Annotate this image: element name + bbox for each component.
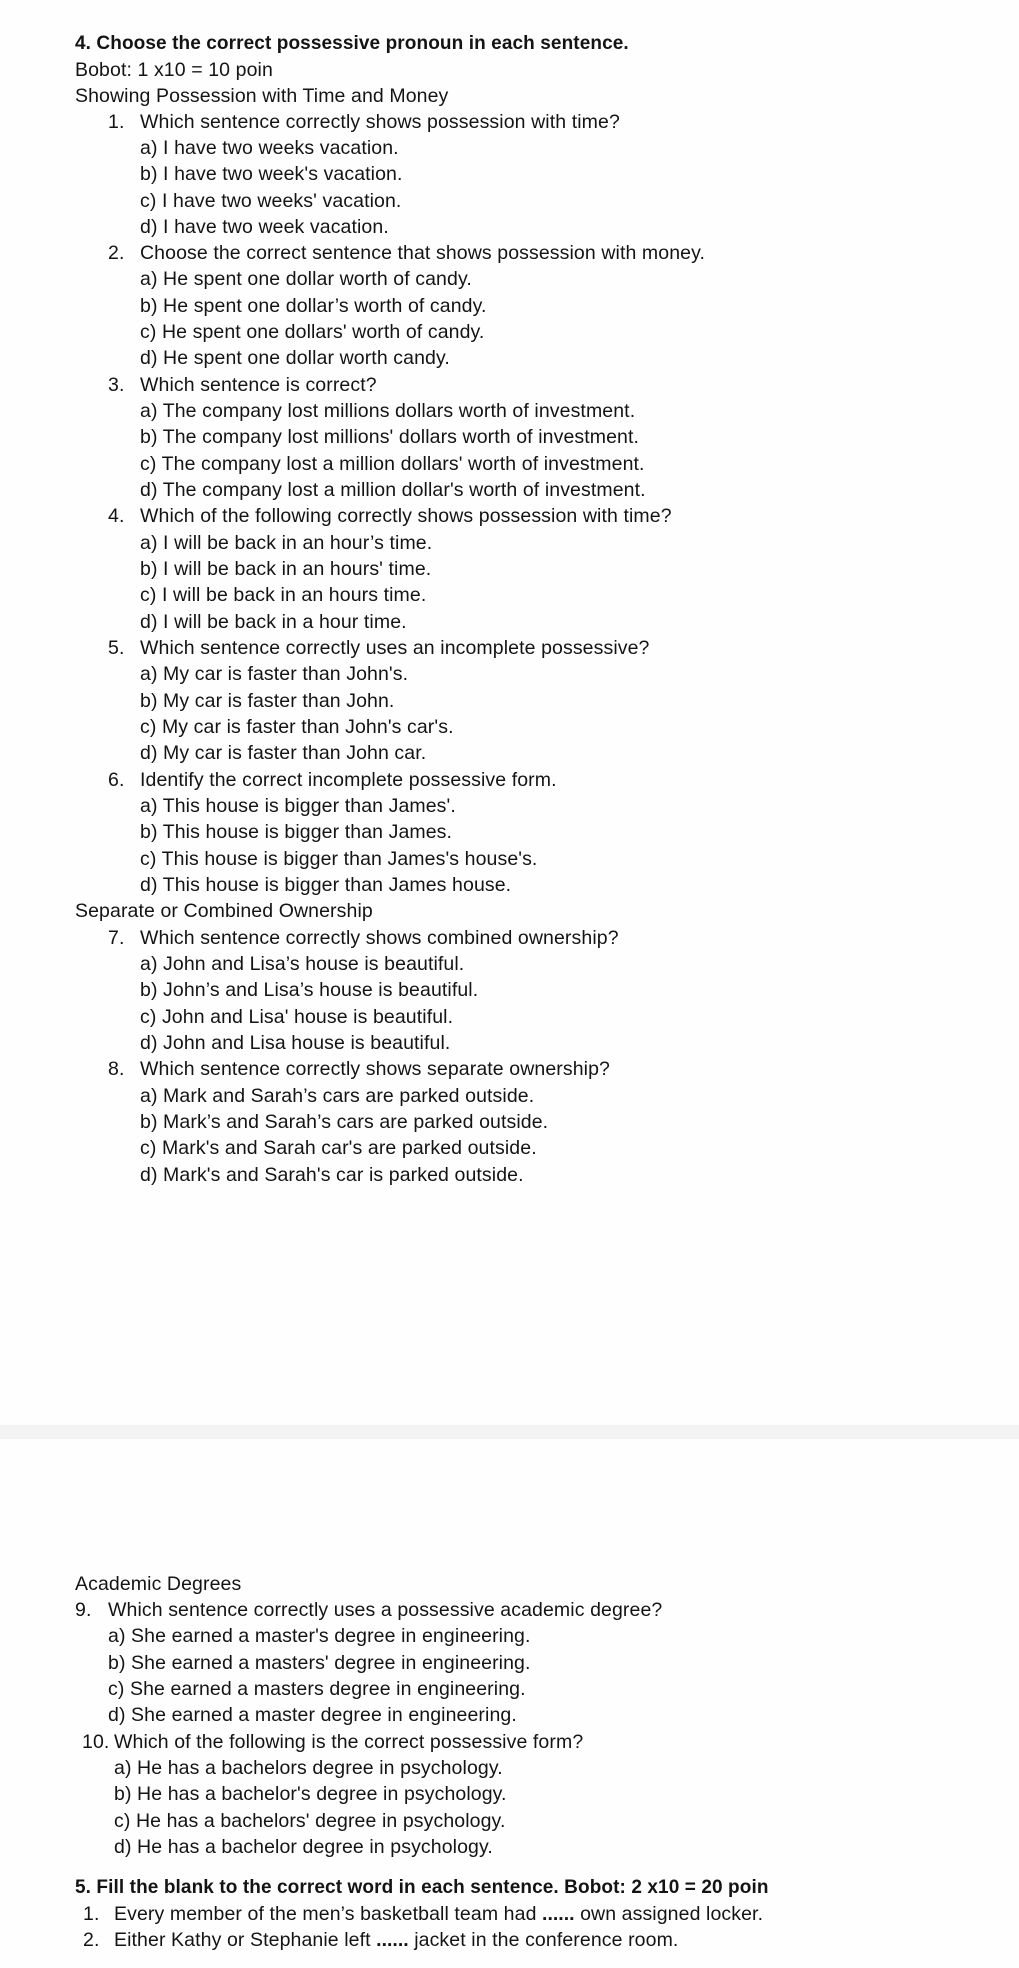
question — [108, 635, 650, 661]
group-title: Showing Possession with Time and Money — [75, 85, 449, 107]
question-text: Which sentence correctly uses a possessive academic degree? — [108, 1599, 663, 1621]
option: d) Mark's and Sarah's car is parked outside. — [140, 1164, 524, 1186]
question — [75, 1597, 662, 1623]
item-text-before: Either Kathy or Stephanie left — [114, 1929, 377, 1951]
option: a) I will be back in an hour’s time. — [140, 532, 433, 554]
option: d) I will be back in a hour time. — [140, 611, 407, 633]
group-title: Academic Degrees — [75, 1573, 242, 1595]
option: c) The company lost a million dollars' worth of investment. — [140, 453, 645, 475]
option: b) He has a bachelor's degree in psychology. — [114, 1783, 507, 1805]
blank-placeholder: ...... — [376, 1929, 409, 1951]
option: d) John and Lisa house is beautiful. — [140, 1032, 451, 1054]
section-4-heading — [75, 31, 629, 57]
question — [108, 1056, 610, 1082]
option: a) The company lost millions dollars worth of investment. — [140, 400, 636, 422]
question-number: 2. — [108, 242, 125, 264]
question-number: 5. — [108, 637, 125, 659]
section-title: . Choose the correct possessive pronoun in each sentence. — [85, 33, 629, 54]
option: a) This house is bigger than James'. — [140, 795, 456, 817]
blank-placeholder: ...... — [542, 1903, 575, 1925]
option: d) This house is bigger than James house. — [140, 874, 512, 896]
option: c) This house is bigger than James's house's. — [140, 848, 538, 870]
question-text: Which of the following correctly shows possession with time? — [140, 505, 672, 527]
option: d) She earned a master degree in engineering. — [108, 1704, 517, 1726]
option: b) I have two week's vacation. — [140, 163, 403, 185]
question-text: Which sentence correctly shows possession with time? — [140, 111, 620, 133]
group-title: Separate or Combined Ownership — [75, 900, 373, 922]
fill-blank-item — [83, 1901, 763, 1927]
option: a) John and Lisa’s house is beautiful. — [140, 953, 465, 975]
option: b) I will be back in an hours' time. — [140, 558, 432, 580]
option: c) My car is faster than John's car's. — [140, 716, 454, 738]
option: b) She earned a masters' degree in engineering. — [108, 1652, 531, 1674]
option: a) I have two weeks vacation. — [140, 137, 399, 159]
item-number: 2. — [83, 1929, 100, 1951]
section-number: 4 — [75, 33, 86, 54]
question — [108, 240, 705, 266]
option: c) I have two weeks' vacation. — [140, 190, 402, 212]
fill-blank-item — [83, 1927, 678, 1953]
item-text-before: Every member of the men’s basketball team had — [114, 1903, 543, 1925]
option: a) He has a bachelors degree in psychology. — [114, 1757, 503, 1779]
question-number: 3. — [108, 374, 125, 396]
option: d) My car is faster than John car. — [140, 742, 427, 764]
question-text: Which sentence is correct? — [140, 374, 377, 396]
option: d) The company lost a million dollar's worth of investment. — [140, 479, 646, 501]
item-number: 1. — [83, 1903, 100, 1925]
question-text: Identify the correct incomplete possessive form. — [140, 769, 557, 791]
question — [108, 372, 377, 398]
option: c) Mark's and Sarah car's are parked outside. — [140, 1137, 537, 1159]
option: b) My car is faster than John. — [140, 690, 395, 712]
option: a) He spent one dollar worth of candy. — [140, 268, 472, 290]
question-number: 9. — [75, 1599, 92, 1621]
document-page-2 — [0, 1439, 1019, 1968]
question-number: 6. — [108, 769, 125, 791]
question-text: Which sentence correctly shows combined ownership? — [140, 927, 619, 949]
question-number: 7. — [108, 927, 125, 949]
score-text: Bobot: 1 x10 = 10 poin — [75, 59, 273, 81]
question-number: 10. — [82, 1731, 110, 1753]
option: c) John and Lisa' house is beautiful. — [140, 1006, 454, 1028]
option: d) I have two week vacation. — [140, 216, 389, 238]
option: a) Mark and Sarah’s cars are parked outside. — [140, 1085, 535, 1107]
option: c) I will be back in an hours time. — [140, 584, 427, 606]
question-text: Which of the following is the correct possessive form? — [114, 1731, 584, 1753]
question-text: Choose the correct sentence that shows possession with money. — [140, 242, 706, 264]
question-number: 8. — [108, 1058, 125, 1080]
option: b) The company lost millions' dollars worth of investment. — [140, 426, 640, 448]
option: c) He spent one dollars' worth of candy. — [140, 321, 485, 343]
question-number: 4. — [108, 505, 125, 527]
question — [108, 767, 557, 793]
section-5-heading: 5. Fill the blank to the correct word in each sentence. Bobot: 2 x10 = 20 poin — [75, 1877, 769, 1898]
question-number: 1. — [108, 111, 125, 133]
option: b) Mark’s and Sarah’s cars are parked outside. — [140, 1111, 549, 1133]
item-text-after: own assigned locker. — [574, 1903, 764, 1925]
question-text: Which sentence correctly shows separate ownership? — [140, 1058, 610, 1080]
question — [108, 109, 620, 135]
option: d) He spent one dollar worth candy. — [140, 347, 450, 369]
question-text: Which sentence correctly uses an incomplete possessive? — [140, 637, 650, 659]
item-text-after: jacket in the conference room. — [408, 1929, 679, 1951]
question — [108, 503, 672, 529]
option: a) My car is faster than John's. — [140, 663, 409, 685]
option: b) He spent one dollar’s worth of candy. — [140, 295, 487, 317]
option: b) John’s and Lisa’s house is beautiful. — [140, 979, 479, 1001]
option: b) This house is bigger than James. — [140, 821, 453, 843]
question — [108, 925, 619, 951]
option: c) He has a bachelors' degree in psychology. — [114, 1810, 506, 1832]
option: a) She earned a master's degree in engineering. — [108, 1625, 531, 1647]
question — [82, 1729, 583, 1755]
option: d) He has a bachelor degree in psychology. — [114, 1836, 493, 1858]
option: c) She earned a masters degree in engineering. — [108, 1678, 526, 1700]
